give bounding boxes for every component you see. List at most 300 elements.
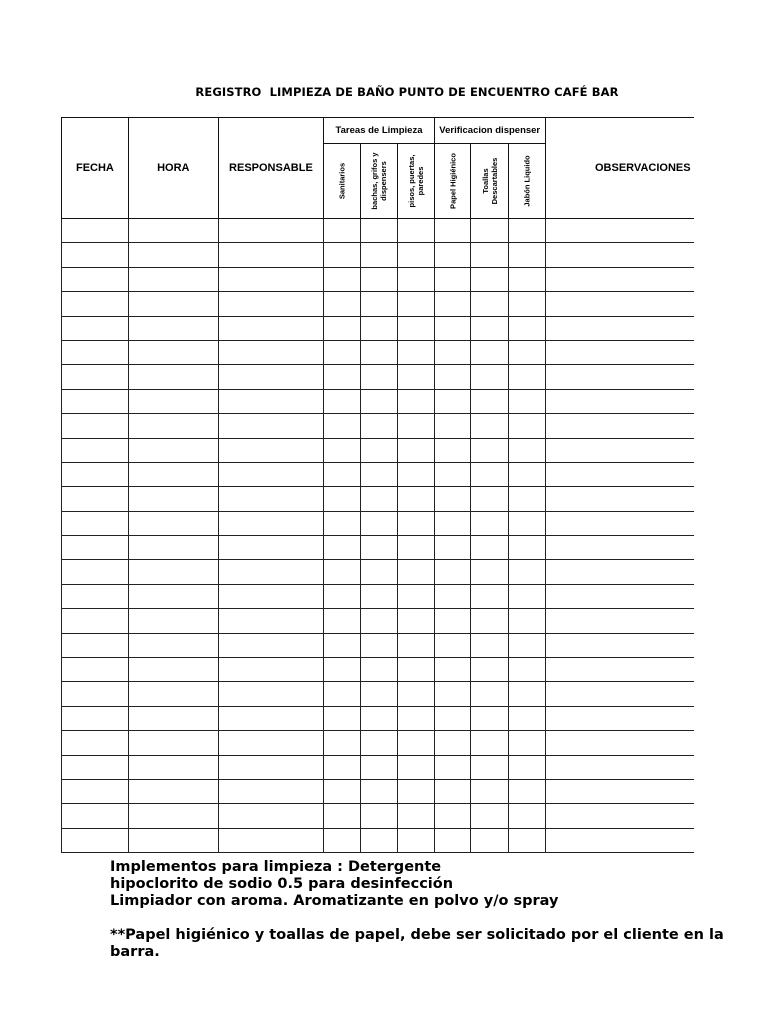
cell-papel[interactable]: [434, 219, 471, 243]
cell-papel[interactable]: [434, 316, 471, 340]
cell-jabon[interactable]: [509, 267, 546, 291]
cell-papel[interactable]: [434, 365, 471, 389]
cell-jabon[interactable]: [509, 511, 546, 535]
cleaning-log-sheet: [61, 117, 694, 853]
notes-line-2: hipoclorito de sodio 0.5 para desinfección: [110, 876, 454, 892]
cell-responsable[interactable]: [218, 779, 324, 803]
cell-hora[interactable]: [128, 633, 218, 657]
cell-papel[interactable]: [434, 682, 471, 706]
cell-bachas[interactable]: [360, 706, 398, 730]
cell-toallas[interactable]: [471, 267, 509, 291]
cell-fecha[interactable]: [62, 779, 129, 803]
cell-observaciones[interactable]: [545, 609, 694, 633]
cell-responsable[interactable]: [218, 487, 324, 511]
cell-toallas[interactable]: [471, 316, 509, 340]
cell-sanitarios[interactable]: [324, 511, 361, 535]
cell-fecha[interactable]: [62, 340, 129, 364]
cell-bachas[interactable]: [360, 243, 398, 267]
cell-pisos[interactable]: [398, 560, 435, 584]
header-jabon-label: Jabón Liquido: [522, 155, 532, 207]
cell-sanitarios[interactable]: [324, 267, 361, 291]
cell-hora[interactable]: [128, 779, 218, 803]
cell-observaciones[interactable]: [545, 658, 694, 682]
cell-observaciones[interactable]: [545, 340, 694, 364]
cell-bachas[interactable]: [360, 414, 398, 438]
cell-sanitarios[interactable]: [324, 243, 361, 267]
table-row: [62, 682, 695, 706]
table-row: [62, 658, 695, 682]
cell-fecha[interactable]: [62, 682, 129, 706]
cell-papel[interactable]: [434, 731, 471, 755]
cell-responsable[interactable]: [218, 755, 324, 779]
cell-hora[interactable]: [128, 438, 218, 462]
cell-fecha[interactable]: [62, 633, 129, 657]
cell-observaciones[interactable]: [545, 584, 694, 608]
cell-jabon[interactable]: [509, 682, 546, 706]
cell-sanitarios[interactable]: [324, 731, 361, 755]
cell-responsable[interactable]: [218, 414, 324, 438]
cell-hora[interactable]: [128, 609, 218, 633]
cell-bachas[interactable]: [360, 584, 398, 608]
cell-hora[interactable]: [128, 584, 218, 608]
cell-papel[interactable]: [434, 511, 471, 535]
cell-toallas[interactable]: [471, 828, 509, 852]
cell-hora[interactable]: [128, 560, 218, 584]
cell-bachas[interactable]: [360, 462, 398, 486]
cell-pisos[interactable]: [398, 706, 435, 730]
cell-observaciones[interactable]: [545, 267, 694, 291]
cell-toallas[interactable]: [471, 438, 509, 462]
cell-responsable[interactable]: [218, 511, 324, 535]
cell-jabon[interactable]: [509, 243, 546, 267]
cell-hora[interactable]: [128, 219, 218, 243]
cell-jabon[interactable]: [509, 487, 546, 511]
cell-bachas[interactable]: [360, 365, 398, 389]
cell-pisos[interactable]: [398, 658, 435, 682]
cell-hora[interactable]: [128, 340, 218, 364]
cell-pisos[interactable]: [398, 414, 435, 438]
header-verificacion-dispenser: Verificacion dispenser: [434, 118, 545, 144]
cell-fecha[interactable]: [62, 243, 129, 267]
cell-papel[interactable]: [434, 779, 471, 803]
cell-sanitarios[interactable]: [324, 292, 361, 316]
cell-fecha[interactable]: [62, 609, 129, 633]
cell-fecha[interactable]: [62, 828, 129, 852]
cell-observaciones[interactable]: [545, 804, 694, 828]
cell-jabon[interactable]: [509, 633, 546, 657]
cell-pisos[interactable]: [398, 584, 435, 608]
cell-fecha[interactable]: [62, 706, 129, 730]
cell-toallas[interactable]: [471, 560, 509, 584]
cell-toallas[interactable]: [471, 511, 509, 535]
cell-hora[interactable]: [128, 706, 218, 730]
cell-sanitarios[interactable]: [324, 316, 361, 340]
cell-responsable[interactable]: [218, 243, 324, 267]
cell-jabon[interactable]: [509, 316, 546, 340]
cell-hora[interactable]: [128, 487, 218, 511]
cell-pisos[interactable]: [398, 609, 435, 633]
cell-fecha[interactable]: [62, 511, 129, 535]
header-papel-higienico-label: Papel Higiénico: [448, 153, 458, 209]
cell-papel[interactable]: [434, 243, 471, 267]
cell-sanitarios[interactable]: [324, 414, 361, 438]
cell-bachas[interactable]: [360, 267, 398, 291]
cell-observaciones[interactable]: [545, 292, 694, 316]
cell-pisos[interactable]: [398, 828, 435, 852]
cell-responsable[interactable]: [218, 267, 324, 291]
cell-sanitarios[interactable]: [324, 389, 361, 413]
table-row: [62, 340, 695, 364]
cell-responsable[interactable]: [218, 609, 324, 633]
cell-bachas[interactable]: [360, 438, 398, 462]
cell-observaciones[interactable]: [545, 243, 694, 267]
cell-bachas[interactable]: [360, 828, 398, 852]
cell-fecha[interactable]: [62, 804, 129, 828]
cell-papel[interactable]: [434, 609, 471, 633]
cleaning-log-table: [61, 117, 694, 853]
cell-toallas[interactable]: [471, 682, 509, 706]
cell-responsable[interactable]: [218, 340, 324, 364]
cell-jabon[interactable]: [509, 658, 546, 682]
cell-observaciones[interactable]: [545, 706, 694, 730]
cell-observaciones[interactable]: [545, 462, 694, 486]
cell-bachas[interactable]: [360, 487, 398, 511]
header-tareas-limpieza: Tareas de Limpieza: [324, 118, 435, 144]
cell-bachas[interactable]: [360, 779, 398, 803]
cell-sanitarios[interactable]: [324, 682, 361, 706]
cell-bachas[interactable]: [360, 292, 398, 316]
table-row: [62, 365, 695, 389]
cell-pisos[interactable]: [398, 365, 435, 389]
cell-observaciones[interactable]: [545, 633, 694, 657]
cell-observaciones[interactable]: [545, 536, 694, 560]
cell-pisos[interactable]: [398, 389, 435, 413]
cell-pisos[interactable]: [398, 633, 435, 657]
cell-hora[interactable]: [128, 243, 218, 267]
cell-toallas[interactable]: [471, 609, 509, 633]
cell-jabon[interactable]: [509, 584, 546, 608]
cell-responsable[interactable]: [218, 389, 324, 413]
cell-observaciones[interactable]: [545, 219, 694, 243]
cell-responsable[interactable]: [218, 633, 324, 657]
cell-papel[interactable]: [434, 267, 471, 291]
cell-jabon[interactable]: [509, 462, 546, 486]
cell-observaciones[interactable]: [545, 438, 694, 462]
cell-responsable[interactable]: [218, 804, 324, 828]
cell-observaciones[interactable]: [545, 682, 694, 706]
cell-fecha[interactable]: [62, 292, 129, 316]
notes-line-3: Limpiador con aroma. Aromatizante en polvo y/o spray: [110, 893, 559, 909]
table-row: [62, 706, 695, 730]
cell-papel[interactable]: [434, 389, 471, 413]
cell-hora[interactable]: [128, 365, 218, 389]
cell-fecha[interactable]: [62, 487, 129, 511]
cell-sanitarios[interactable]: [324, 779, 361, 803]
cell-pisos[interactable]: [398, 316, 435, 340]
cell-hora[interactable]: [128, 682, 218, 706]
cell-bachas[interactable]: [360, 682, 398, 706]
cell-papel[interactable]: [434, 536, 471, 560]
cell-sanitarios[interactable]: [324, 658, 361, 682]
cell-observaciones[interactable]: [545, 365, 694, 389]
cell-toallas[interactable]: [471, 243, 509, 267]
notes-line-4: **Papel higiénico y toallas de papel, debe ser solicitado por el cliente en la barra.: [110, 927, 724, 960]
cell-jabon[interactable]: [509, 389, 546, 413]
cell-responsable[interactable]: [218, 682, 324, 706]
cell-toallas[interactable]: [471, 584, 509, 608]
cell-jabon[interactable]: [509, 219, 546, 243]
cell-responsable[interactable]: [218, 365, 324, 389]
cell-fecha[interactable]: [62, 731, 129, 755]
cell-pisos[interactable]: [398, 462, 435, 486]
cell-papel[interactable]: [434, 340, 471, 364]
cell-fecha[interactable]: [62, 462, 129, 486]
table-row: [62, 414, 695, 438]
header-responsable: RESPONSABLE: [218, 118, 324, 219]
cell-fecha[interactable]: [62, 438, 129, 462]
cell-pisos[interactable]: [398, 779, 435, 803]
cell-papel[interactable]: [434, 292, 471, 316]
cell-responsable[interactable]: [218, 462, 324, 486]
table-row: [62, 267, 695, 291]
cell-observaciones[interactable]: [545, 731, 694, 755]
header-papel-higienico: [434, 144, 471, 219]
cell-responsable[interactable]: [218, 292, 324, 316]
cell-sanitarios[interactable]: [324, 609, 361, 633]
cell-sanitarios[interactable]: [324, 462, 361, 486]
cell-hora[interactable]: [128, 389, 218, 413]
cell-sanitarios[interactable]: [324, 584, 361, 608]
cell-toallas[interactable]: [471, 731, 509, 755]
cell-toallas[interactable]: [471, 219, 509, 243]
cell-sanitarios[interactable]: [324, 755, 361, 779]
header-observaciones: OBSERVACIONES: [545, 118, 694, 219]
cell-sanitarios[interactable]: [324, 340, 361, 364]
cell-bachas[interactable]: [360, 536, 398, 560]
cell-hora[interactable]: [128, 755, 218, 779]
cell-observaciones[interactable]: [545, 389, 694, 413]
table-row: [62, 536, 695, 560]
cell-pisos[interactable]: [398, 243, 435, 267]
cell-toallas[interactable]: [471, 462, 509, 486]
notes-line-1: Implementos para limpieza : Detergente: [110, 859, 442, 875]
cell-hora[interactable]: [128, 658, 218, 682]
cell-jabon[interactable]: [509, 706, 546, 730]
cell-pisos[interactable]: [398, 438, 435, 462]
notes-spacer: [110, 910, 730, 927]
cell-pisos[interactable]: [398, 731, 435, 755]
notes-block: [110, 859, 730, 961]
cell-jabon[interactable]: [509, 365, 546, 389]
log-body: [62, 219, 695, 853]
cell-sanitarios[interactable]: [324, 560, 361, 584]
cell-sanitarios[interactable]: [324, 828, 361, 852]
cell-pisos[interactable]: [398, 487, 435, 511]
cell-bachas[interactable]: [360, 511, 398, 535]
cell-fecha[interactable]: [62, 414, 129, 438]
cell-observaciones[interactable]: [545, 560, 694, 584]
cell-toallas[interactable]: [471, 389, 509, 413]
cell-responsable[interactable]: [218, 658, 324, 682]
cell-fecha[interactable]: [62, 658, 129, 682]
cell-bachas[interactable]: [360, 633, 398, 657]
cell-pisos[interactable]: [398, 292, 435, 316]
table-row: [62, 609, 695, 633]
cell-bachas[interactable]: [360, 609, 398, 633]
cell-papel[interactable]: [434, 487, 471, 511]
cell-papel[interactable]: [434, 560, 471, 584]
cell-hora[interactable]: [128, 316, 218, 340]
cell-pisos[interactable]: [398, 511, 435, 535]
header-sanitarios-label: Sanitarios: [337, 162, 347, 200]
cell-fecha[interactable]: [62, 389, 129, 413]
cell-hora[interactable]: [128, 414, 218, 438]
cell-pisos[interactable]: [398, 536, 435, 560]
cell-bachas[interactable]: [360, 316, 398, 340]
cell-fecha[interactable]: [62, 536, 129, 560]
cell-sanitarios[interactable]: [324, 365, 361, 389]
cell-jabon[interactable]: [509, 609, 546, 633]
cell-responsable[interactable]: [218, 560, 324, 584]
cell-papel[interactable]: [434, 633, 471, 657]
cell-jabon[interactable]: [509, 804, 546, 828]
cell-toallas[interactable]: [471, 804, 509, 828]
cell-jabon[interactable]: [509, 536, 546, 560]
cell-jabon[interactable]: [509, 414, 546, 438]
cell-hora[interactable]: [128, 462, 218, 486]
cell-papel[interactable]: [434, 584, 471, 608]
cell-bachas[interactable]: [360, 340, 398, 364]
cell-responsable[interactable]: [218, 219, 324, 243]
document-title: REGISTRO LIMPIEZA DE BAÑO PUNTO DE ENCUENTRO CAFÉ BAR: [195, 85, 619, 99]
table-row: [62, 219, 695, 243]
cell-observaciones[interactable]: [545, 828, 694, 852]
cell-toallas[interactable]: [471, 633, 509, 657]
table-row: [62, 804, 695, 828]
cell-toallas[interactable]: [471, 536, 509, 560]
cell-bachas[interactable]: [360, 658, 398, 682]
cell-pisos[interactable]: [398, 682, 435, 706]
cell-sanitarios[interactable]: [324, 804, 361, 828]
cell-observaciones[interactable]: [545, 779, 694, 803]
cell-fecha[interactable]: [62, 267, 129, 291]
cell-hora[interactable]: [128, 267, 218, 291]
cell-jabon[interactable]: [509, 779, 546, 803]
cell-papel[interactable]: [434, 828, 471, 852]
table-row: [62, 828, 695, 852]
header-pisos-label: pisos, puertas, paredes: [407, 154, 426, 208]
cell-jabon[interactable]: [509, 340, 546, 364]
cell-jabon[interactable]: [509, 560, 546, 584]
header-bachas-label: bachas, grifos y dispensers: [370, 152, 389, 210]
cell-pisos[interactable]: [398, 340, 435, 364]
cell-pisos[interactable]: [398, 804, 435, 828]
cell-observaciones[interactable]: [545, 414, 694, 438]
cell-responsable[interactable]: [218, 584, 324, 608]
cell-hora[interactable]: [128, 804, 218, 828]
cell-papel[interactable]: [434, 804, 471, 828]
cell-sanitarios[interactable]: [324, 633, 361, 657]
cell-fecha[interactable]: [62, 755, 129, 779]
cell-bachas[interactable]: [360, 389, 398, 413]
cell-toallas[interactable]: [471, 658, 509, 682]
cell-toallas[interactable]: [471, 755, 509, 779]
table-row: [62, 731, 695, 755]
header-pisos: [398, 144, 435, 219]
cell-responsable[interactable]: [218, 828, 324, 852]
cell-hora[interactable]: [128, 731, 218, 755]
cell-jabon[interactable]: [509, 438, 546, 462]
cell-jabon[interactable]: [509, 731, 546, 755]
table-row: [62, 462, 695, 486]
cell-hora[interactable]: [128, 828, 218, 852]
cell-sanitarios[interactable]: [324, 706, 361, 730]
cell-observaciones[interactable]: [545, 487, 694, 511]
cell-bachas[interactable]: [360, 755, 398, 779]
table-row: [62, 487, 695, 511]
cell-bachas[interactable]: [360, 804, 398, 828]
cell-pisos[interactable]: [398, 267, 435, 291]
cell-observaciones[interactable]: [545, 755, 694, 779]
cell-bachas[interactable]: [360, 560, 398, 584]
cell-papel[interactable]: [434, 755, 471, 779]
cell-sanitarios[interactable]: [324, 487, 361, 511]
cell-bachas[interactable]: [360, 731, 398, 755]
cell-jabon[interactable]: [509, 755, 546, 779]
cell-pisos[interactable]: [398, 219, 435, 243]
cell-toallas[interactable]: [471, 706, 509, 730]
cell-pisos[interactable]: [398, 755, 435, 779]
cell-toallas[interactable]: [471, 365, 509, 389]
cell-sanitarios[interactable]: [324, 536, 361, 560]
cell-papel[interactable]: [434, 414, 471, 438]
table-row: [62, 438, 695, 462]
cell-responsable[interactable]: [218, 706, 324, 730]
cell-observaciones[interactable]: [545, 511, 694, 535]
cell-toallas[interactable]: [471, 292, 509, 316]
cell-responsable[interactable]: [218, 536, 324, 560]
cell-fecha[interactable]: [62, 365, 129, 389]
cell-jabon[interactable]: [509, 292, 546, 316]
cell-toallas[interactable]: [471, 779, 509, 803]
cell-hora[interactable]: [128, 292, 218, 316]
cell-fecha[interactable]: [62, 219, 129, 243]
cell-toallas[interactable]: [471, 414, 509, 438]
cell-responsable[interactable]: [218, 438, 324, 462]
cell-fecha[interactable]: [62, 584, 129, 608]
cell-bachas[interactable]: [360, 219, 398, 243]
cell-fecha[interactable]: [62, 560, 129, 584]
cell-toallas[interactable]: [471, 487, 509, 511]
cell-sanitarios[interactable]: [324, 219, 361, 243]
cell-toallas[interactable]: [471, 340, 509, 364]
cell-responsable[interactable]: [218, 731, 324, 755]
cell-observaciones[interactable]: [545, 316, 694, 340]
cell-papel[interactable]: [434, 658, 471, 682]
header-bachas: [360, 144, 398, 219]
cell-papel[interactable]: [434, 462, 471, 486]
cell-jabon[interactable]: [509, 828, 546, 852]
table-row: [62, 755, 695, 779]
cell-papel[interactable]: [434, 706, 471, 730]
cell-hora[interactable]: [128, 536, 218, 560]
cell-hora[interactable]: [128, 511, 218, 535]
cell-responsable[interactable]: [218, 316, 324, 340]
cell-papel[interactable]: [434, 438, 471, 462]
header-toallas: [471, 144, 509, 219]
cell-fecha[interactable]: [62, 316, 129, 340]
cell-sanitarios[interactable]: [324, 438, 361, 462]
